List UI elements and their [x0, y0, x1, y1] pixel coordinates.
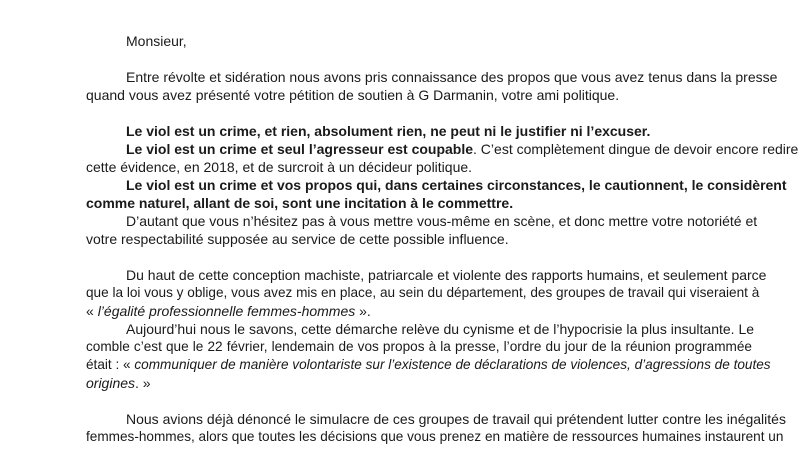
paragraph-4-line-1: Le viol est un crime et vos propos qui, dans certaines circonstances, le cautionnent, le considèrent	[126, 177, 787, 193]
paragraph-1-line-2: quand vous avez présenté votre pétition de soutien à G Darmanin, votre ami politique.	[86, 87, 620, 103]
paragraph-5-line-2: votre respectabilité supposée au service de cette possible influence.	[86, 231, 509, 247]
paragraph-6-line-3	[86, 302, 754, 320]
quote-close: ».	[355, 303, 371, 319]
paragraph-3-bold: Le viol est un crime et seul l’agresseur est coupable	[126, 141, 474, 157]
paragraph-5-line-1: D’autant que vous n’hésitez pas à vous mettre vous-même en scène, et donc mettre votre notoriété et	[126, 213, 758, 229]
salutation: Monsieur,	[126, 33, 187, 49]
paragraph-1-line-1: Entre révolte et sidération nous avons pris connaissance des propos que vous avez tenus dans la presse	[126, 69, 778, 85]
quote-open: «	[86, 303, 98, 319]
paragraph-7-line-4	[86, 374, 754, 392]
paragraph-8-line-2: femmes-hommes, alors que toutes les décisions que vous prenez en matière de ressources humaines instaurent un	[86, 429, 784, 444]
paragraph-3-line-2: cette évidence, en 2018, et de surcroit à un décideur politique.	[86, 159, 473, 175]
paragraph-6-line-1: Du haut de cette conception machiste, patriarcale et violente des rapports humains, et seulement parce	[126, 267, 767, 283]
paragraph-7-line-3	[86, 356, 771, 374]
quote-italic: l’égalité professionnelle femmes-hommes	[97, 303, 356, 319]
paragraph-8-line-1: Nous avions déjà dénoncé le simulacre de ces groupes de travail qui prétendent lutter contre les inégalités	[126, 411, 786, 427]
paragraph-3-line-1	[126, 140, 799, 158]
paragraph-6-line-2: que la loi vous y oblige, vous avez mis en place, au sein du département, des groupes de travail qui viseraient à	[86, 285, 760, 300]
paragraph-2-line-1: Le viol est un crime, et rien, absolument rien, ne peut ni le justifier ni l’excuser.	[126, 123, 651, 139]
paragraph-3-rest: . C’est complètement dingue de devoir encore redire	[473, 141, 799, 157]
agenda-quote: communiquer de manière volontariste sur l’existence de déclarations de violences, d’agressions de toutes	[134, 357, 771, 372]
paragraph-4-line-2: comme naturel, allant de soi, sont une incitation à le commettre.	[86, 195, 514, 211]
paragraph-7-line-2: comble c’est que le 22 février, lendemain de vos propos à la presse, l’ordre du jour de la réunion programmée	[86, 339, 752, 354]
paragraph-7-line-1: Aujourd’hui nous le savons, cette démarche relève du cynisme et de l’hypocrisie la plus insultante. Le	[126, 321, 755, 337]
agenda-label: était : «	[86, 357, 135, 372]
agenda-quote-end: origines	[86, 375, 136, 391]
agenda-close: . »	[135, 375, 151, 391]
